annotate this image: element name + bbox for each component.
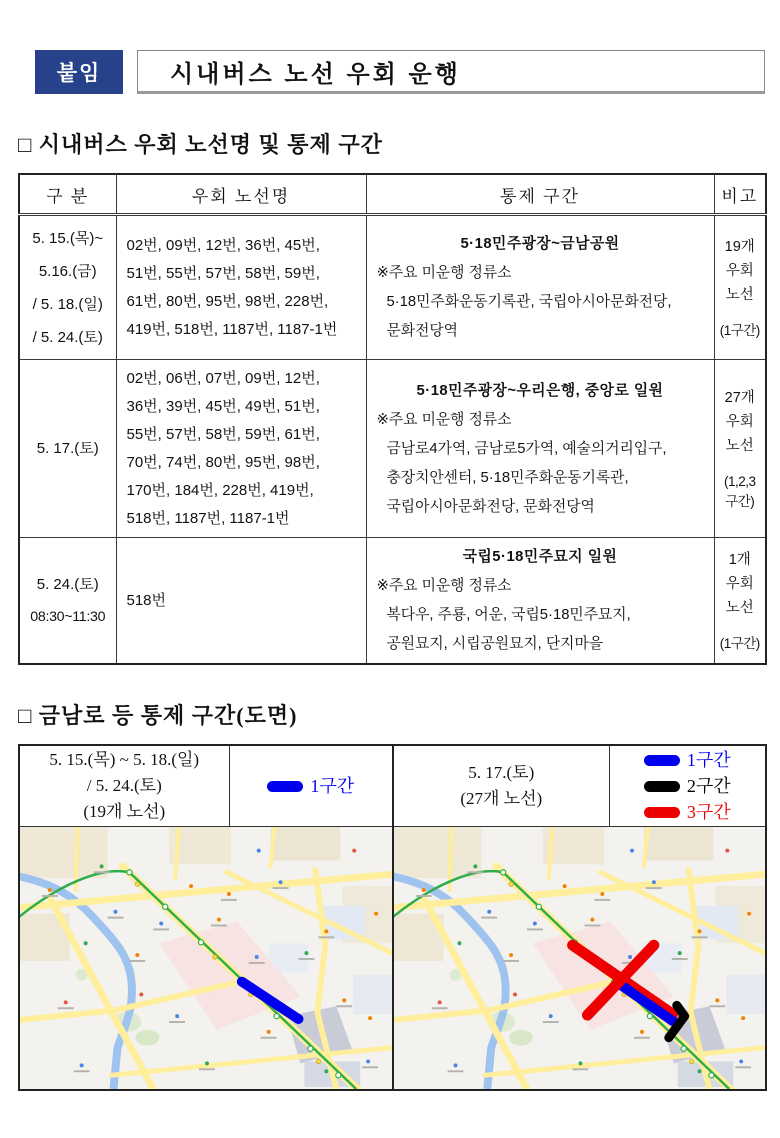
map-left-dates xyxy=(19,745,229,827)
period-cell xyxy=(19,538,116,665)
attachment-badge: 붙임 xyxy=(35,50,123,94)
remark-cell xyxy=(714,360,766,538)
remark-line: 우회 xyxy=(725,413,754,430)
legend-line-icon xyxy=(644,755,680,766)
legend-line-icon xyxy=(644,807,680,818)
col-header-control-section: 통제 구간 xyxy=(366,174,714,215)
col-header-routes: 우회 노선명 xyxy=(116,174,366,215)
table-row xyxy=(19,215,766,360)
map-left-legend xyxy=(229,745,393,827)
legend-line-icon xyxy=(267,781,303,792)
map-header-row xyxy=(19,745,766,827)
remark-line: 27개 xyxy=(724,389,755,406)
period-cell xyxy=(19,360,116,538)
map-right-legend xyxy=(609,745,766,827)
period-line: 5. 17.(토) xyxy=(36,440,99,457)
section-heading-routes: □ 시내버스 우회 노선명 및 통제 구간 xyxy=(18,132,383,157)
period-line: 5. 15.(목)~ xyxy=(32,229,104,247)
control-title: 5·18민주광장~우리은행, 중앙로 일원 xyxy=(416,382,664,399)
routes-cell xyxy=(116,360,366,538)
map-date-line: (19개 노선) xyxy=(83,802,166,821)
control-note: ※주요 미운행 정류소 xyxy=(376,578,512,594)
route-line: 419번, 518번, 1187번, 1187-1번 xyxy=(126,320,338,338)
map-right xyxy=(393,827,766,1091)
title-box xyxy=(137,50,765,94)
control-stop-line: 충장치안센터, 5·18민주화운동기록관, xyxy=(386,469,629,486)
document-header xyxy=(35,50,765,94)
control-stop-line: 국립아시아문화전당, 문화전당역 xyxy=(386,498,595,515)
map-image-right xyxy=(394,827,765,1089)
remark-cell xyxy=(714,538,766,665)
remark-range: (1,2,3 xyxy=(723,473,756,489)
legend-line-icon xyxy=(644,781,680,792)
legend-label: 1구간 xyxy=(310,776,355,796)
route-line: 02번, 06번, 07번, 09번, 12번, xyxy=(126,369,320,387)
routes-cell xyxy=(116,215,366,360)
remark-range: 구간) xyxy=(725,493,755,509)
map-row xyxy=(19,827,766,1091)
map-table xyxy=(18,744,767,1091)
legend-label: 3구간 xyxy=(686,802,731,822)
route-line: 170번, 184번, 228번, 419번, xyxy=(126,481,314,499)
map-date-line: (27개 노선) xyxy=(460,789,543,808)
remark-range: (1구간) xyxy=(719,322,760,338)
control-stop-line: 문화전당역 xyxy=(386,323,458,339)
section-heading-map: □ 금남로 등 통제 구간(도면) xyxy=(18,703,298,728)
table-row xyxy=(19,538,766,665)
control-section-cell xyxy=(366,360,714,538)
page-title: 시내버스 노선 우회 운행 xyxy=(170,60,461,88)
route-line: 55번, 57번, 58번, 59번, 61번, xyxy=(126,425,320,443)
route-line: 51번, 55번, 57번, 58번, 59번, xyxy=(126,264,320,282)
remark-line: 우회 xyxy=(725,575,754,592)
routes-cell xyxy=(116,538,366,665)
col-header-category: 구 분 xyxy=(19,174,116,215)
period-line: 5. 24.(토) xyxy=(36,575,99,593)
legend-item xyxy=(267,774,354,798)
remark-cell xyxy=(714,215,766,360)
remark-line: 노선 xyxy=(725,286,754,303)
route-line: 518번 xyxy=(126,591,167,609)
route-line: 36번, 39번, 45번, 49번, 51번, xyxy=(126,397,320,415)
control-stop-line: 금남로4가역, 금남로5가역, 예술의거리입구, xyxy=(386,440,667,457)
map-date-line: 5. 15.(목) ~ 5. 18.(일) xyxy=(49,750,200,769)
control-note: ※주요 미운행 정류소 xyxy=(376,411,512,428)
legend-label: 1구간 xyxy=(686,750,731,770)
control-stop-line: 공원묘지, 시립공원묘지, 단지마을 xyxy=(386,636,604,652)
control-stop-line: 복다우, 주룡, 어운, 국립5·18민주묘지, xyxy=(386,607,631,623)
control-section-cell xyxy=(366,215,714,360)
legend-item xyxy=(644,800,731,824)
control-note: ※주요 미운행 정류소 xyxy=(376,265,512,281)
route-line: 518번, 1187번, 1187-1번 xyxy=(126,509,290,527)
detour-table-header-row xyxy=(19,174,766,215)
map-image-left xyxy=(20,827,392,1089)
remark-line: 노선 xyxy=(725,437,754,454)
map-left xyxy=(19,827,393,1091)
map-right-dates xyxy=(393,745,609,827)
remark-line: 19개 xyxy=(724,238,755,255)
legend-item xyxy=(644,774,731,798)
period-line: / 5. 24.(토) xyxy=(32,328,103,346)
route-line: 61번, 80번, 95번, 98번, 228번, xyxy=(126,292,329,310)
legend-item xyxy=(644,748,731,772)
remark-line: 노선 xyxy=(725,599,754,616)
period-line: 5.16.(금) xyxy=(38,262,97,280)
control-section-cell xyxy=(366,538,714,665)
table-row xyxy=(19,360,766,538)
remark-line: 1개 xyxy=(728,551,751,568)
control-title: 5·18민주광장~금남공원 xyxy=(460,236,620,252)
map-date-line: 5. 17.(토) xyxy=(468,763,535,782)
map-date-line: / 5. 24.(토) xyxy=(86,776,162,795)
period-cell xyxy=(19,215,116,360)
remark-line: 우회 xyxy=(725,262,754,279)
detour-table xyxy=(18,173,767,665)
control-stop-line: 5·18민주화운동기록관, 국립아시아문화전당, xyxy=(386,294,672,310)
period-line: 08:30~11:30 xyxy=(30,608,106,625)
period-line: / 5. 18.(일) xyxy=(32,295,103,313)
legend-label: 2구간 xyxy=(686,776,731,796)
control-title: 국립5·18민주묘지 일원 xyxy=(462,549,618,565)
col-header-remark: 비고 xyxy=(714,174,766,215)
route-line: 02번, 09번, 12번, 36번, 45번, xyxy=(126,236,320,254)
remark-range: (1구간) xyxy=(719,635,760,651)
route-line: 70번, 74번, 80번, 95번, 98번, xyxy=(126,453,320,471)
